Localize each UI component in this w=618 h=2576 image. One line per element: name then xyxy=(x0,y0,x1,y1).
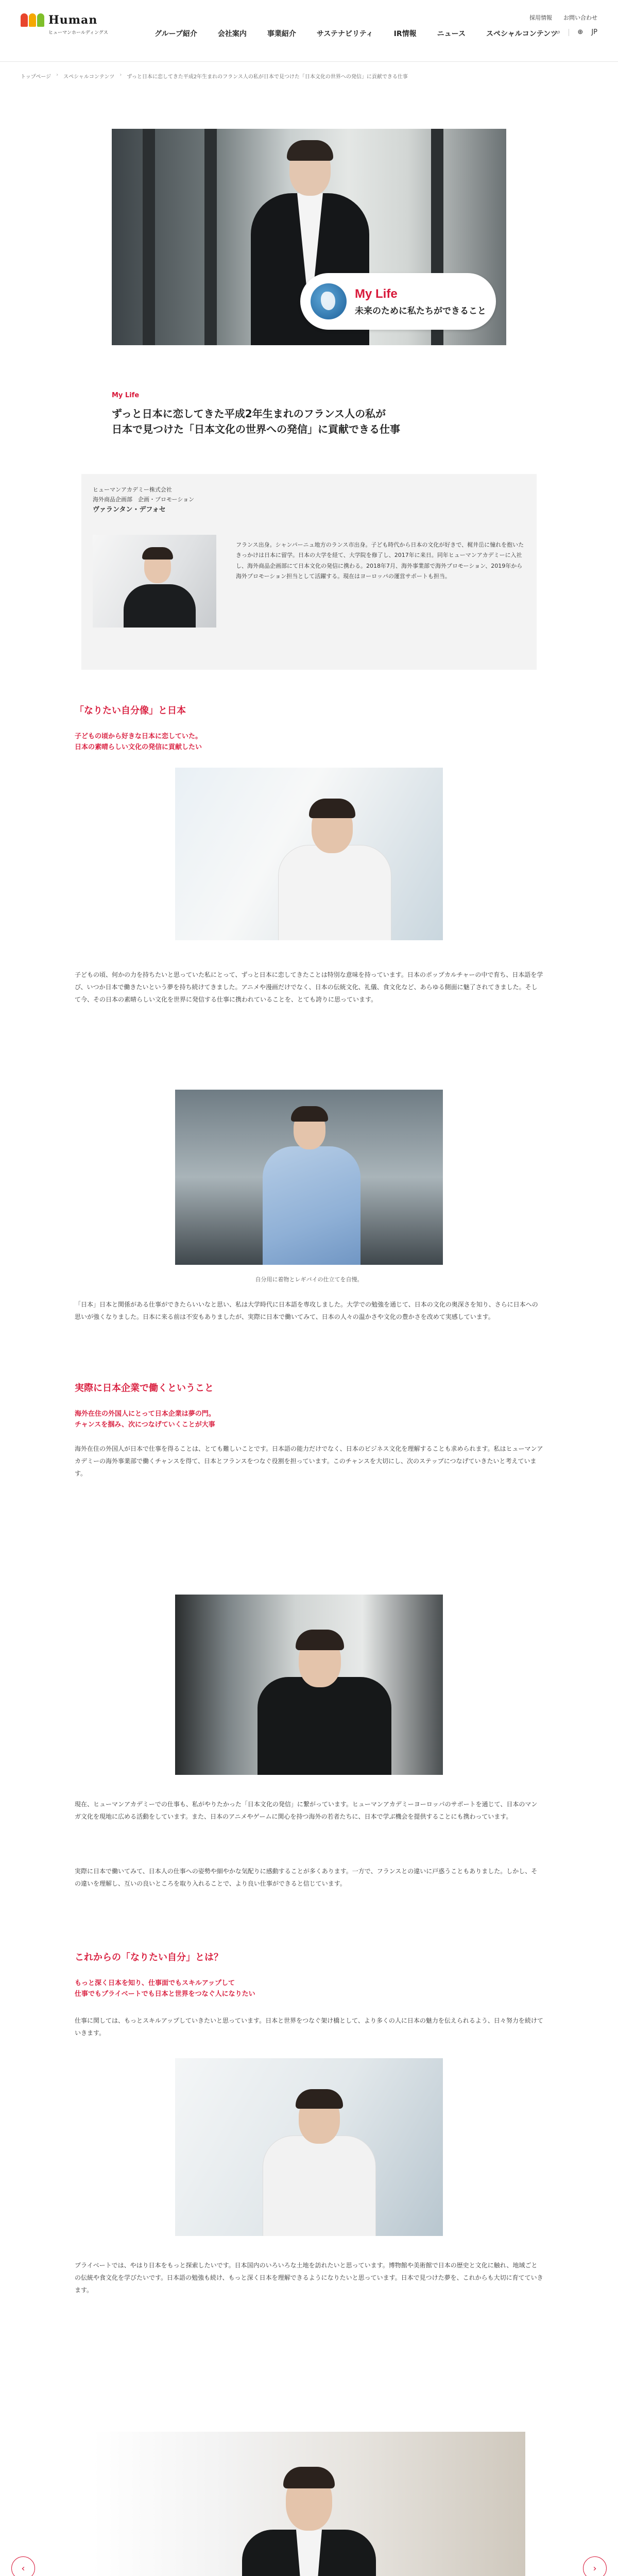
body-paragraph: プライベートでは、やはり日本をもっと探索したいです。日本国内のいろいろな土地を訪れたいと思っています。博物館や美術館で日本の歴史と文化に触れ、地域ごとの伝統や食文化を学びたいです。日本語の勉強も続け、もっと深く日本を理解できるようになりたいと思っています。日本で見つけた夢を、これからも大切に育てていきます。 xyxy=(75,2262,543,2294)
contact-link[interactable]: お問い合わせ xyxy=(563,14,597,21)
profile-name: ヴァランタン・デフォセ xyxy=(93,506,166,514)
profile-dept: 海外商品企画部 企画・プロモーション xyxy=(93,496,195,503)
window-frame xyxy=(143,129,155,345)
section-heading: 「なりたい自分像」と日本 xyxy=(75,705,186,716)
interview-photo xyxy=(175,768,443,940)
breadcrumb-current: ずっと日本に恋してきた平成2年生まれのフランス人の私が日本で見つけた「日本文化の世界への発信」に貢献できる仕事 xyxy=(127,74,408,80)
page-title: ずっと日本に恋してきた平成2年生まれのフランス人の私が 日本で見つけた「日本文化の世界への発信」に貢献できる仕事 xyxy=(112,408,400,435)
logo-text: Human xyxy=(48,13,98,27)
profile-bio: フランス出身。シャンパーニュ地方のランス市出身。子ども時代から日本の文化が好きで、梶井岳に憧れを抱いたきっかけは日本に留学。日本の大学を経て、大学院を修了し、2017年に来日。同年ヒューマンアカデミーに入社し、海外商品企画部にて日本文化の発信に携わる。2018年7月、海外事業部で海外プロモーション、2019年から海外プロモーション担当として活躍する。現在はヨーロッパの運営サポートも担当。 xyxy=(236,541,524,580)
carousel-next-button[interactable] xyxy=(583,2556,607,2576)
globe-icon xyxy=(311,283,347,319)
breadcrumb-separator-icon: › xyxy=(56,72,59,78)
body-paragraph: 「日本」日本と関係がある仕事ができたらいいなと思い、私は大学時代に日本語を専攻しました。大学での勉強を通じて、日本の文化の奥深さを知り、さらに日本への思いが強くなりました。日本に来る前は不安もありましたが、実際に日本で働いてみて、日本の人々の温かさや文化の豊かさを改めて実感しています。 xyxy=(75,1301,538,1320)
section-question: 子どもの頃から好きな日本に恋していた。 日本の素晴らしい文化の発信に貢献したい xyxy=(75,733,202,751)
utility-icons xyxy=(557,28,597,36)
nav-item-ir[interactable]: IR情報 xyxy=(393,30,417,38)
chevron-right-icon: › xyxy=(593,2563,597,2574)
body-paragraph: 子どもの頃、何かの力を持ちたいと思っていた私にとって、ずっと日本に恋してきたことは特別な意味を持っています。日本のポップカルチャーの中で育ち、日本語を学び、いつか日本で働きたいという夢を持ち続けてきました。アニメや漫画だけでなく、日本の伝統文化、礼儀、食文化など、あらゆる側面に魅了されてきました。そして今、その日本の素晴らしい文化を世界に発信する仕事に携われていることを、とても誇りに思っています。 xyxy=(75,971,543,1003)
photo-caption: 自分用に着物とレギパイの仕立てを自慢。 xyxy=(255,1276,363,1283)
globe-icon[interactable]: ⊕ xyxy=(577,28,583,36)
section-question: もっと深く日本を知り、仕事面でもスキルアップして 仕事でもプライベートでも日本と世界をつなぐ人になりたい xyxy=(75,1979,255,1998)
section-heading: これからの「なりたい自分」とは？ xyxy=(75,1952,223,1963)
logo-subtext: ヒューマンホールディングス xyxy=(48,30,108,36)
section-heading: 実際に日本企業で働くということ xyxy=(75,1383,214,1394)
article-kicker: My Life xyxy=(112,392,140,399)
chevron-left-icon: ‹ xyxy=(21,2563,25,2574)
breadcrumb-separator-icon: › xyxy=(119,72,122,78)
site-header xyxy=(0,0,618,62)
nav-item-business[interactable]: 事業紹介 xyxy=(267,30,296,38)
global-nav xyxy=(154,28,561,39)
badge-title: My Life xyxy=(355,286,398,301)
nav-item-sustainability[interactable]: サステナビリティ xyxy=(316,30,373,38)
interview-photo xyxy=(175,2058,443,2236)
breadcrumb-home[interactable]: トップページ xyxy=(21,74,52,80)
nav-item-company[interactable]: 会社案内 xyxy=(217,30,247,38)
utility-links xyxy=(529,13,597,22)
breadcrumb xyxy=(21,72,408,80)
profile-company: ヒューマンアカデミー株式会社 xyxy=(93,486,172,493)
body-paragraph: 仕事に関しては、もっとスキルアップしていきたいと思っています。日本と世界をつなぐ架け橋として、より多くの人に日本の魅力を伝えられるよう、日々努力を続けていきます。 xyxy=(75,2017,543,2037)
interview-photo xyxy=(175,1595,443,1775)
carousel-prev-button[interactable] xyxy=(11,2556,35,2576)
section-question: 海外在住の外国人にとって日本企業は夢の門。 チャンスを掴み、次につなげていくことが大事 xyxy=(75,1410,215,1429)
profile-meta xyxy=(93,485,194,516)
nav-item-news[interactable]: ニュース xyxy=(437,30,466,38)
body-paragraph: 実際に日本で働いてみて、日本人の仕事への姿勢や細やかな気配りに感動することが多くあります。一方で、フランスとの違いに戸惑うこともありました。しかし、その違いを理解し、互いの良いところを取り入れることで、より良い仕事ができると信じています。 xyxy=(75,1868,538,1887)
brand-logo[interactable] xyxy=(21,13,108,49)
hero-image xyxy=(112,129,506,345)
carousel-slide xyxy=(93,2432,525,2576)
profile-box xyxy=(81,474,537,670)
window-frame xyxy=(204,129,217,345)
my-life-badge xyxy=(300,273,496,330)
body-paragraph: 海外在住の外国人が日本で仕事を得ることは、とても難しいことです。日本語の能力だけでなく、日本のビジネス文化を理解することも求められます。私はヒューマンアカデミーの海外事業部で働くチャンスを得て、日本とフランスをつなぐ役割を担っています。このチャンスを大切にし、次のステップにつなげていきたいと考えています。 xyxy=(75,1445,543,1477)
badge-subtitle: 未来のために私たちができること xyxy=(355,306,486,316)
body-paragraph: 現在、ヒューマンアカデミーでの仕事も、私がやりたかった「日本文化の発信」に繋がっています。ヒューマンアカデミーヨーロッパのサポートを通じて、日本のマンガ文化を現地に広める活動をしています。また、日本のアニメやゲームに関心を持つ海外の若者たちに、日本で学ぶ機会を提供することにも携わっています。 xyxy=(75,1801,538,1820)
nav-item-special[interactable]: スペシャルコンテンツ xyxy=(486,30,558,38)
kimono-photo xyxy=(175,1090,443,1265)
breadcrumb-special[interactable]: スペシャルコンテンツ xyxy=(63,74,115,80)
profile-photo xyxy=(93,535,216,628)
recruit-link[interactable]: 採用情報 xyxy=(529,14,552,21)
language-label[interactable]: JP xyxy=(591,28,597,36)
search-icon[interactable]: ⌕ xyxy=(557,28,561,36)
nav-item-group[interactable]: グループ紹介 xyxy=(154,30,197,38)
